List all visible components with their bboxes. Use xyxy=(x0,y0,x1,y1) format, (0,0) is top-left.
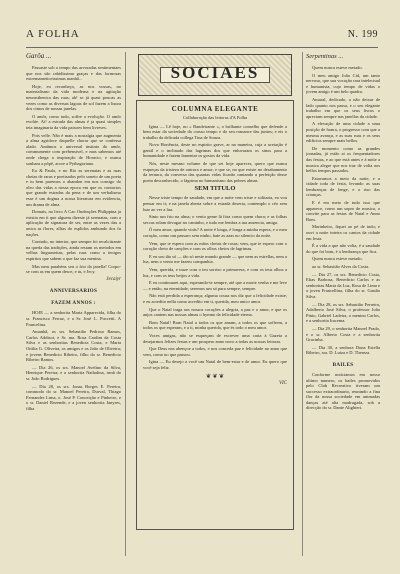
poem-paragraph: Nesse triste tempo de saudade, em que a noite vem triste e solitaria, eu vou pensar em ti; e na janela aberta sobre a estrada deserta, contemplo o céo sem luar ao ver a lua. xyxy=(143,195,287,212)
center-paragraph: Nova Hortência, deste no espirito grave, ar na maneira, cuja a aceiação é gentil e o inclinado das lagrimas dos que enluvaram os sinos para a humanidade e fazem lamentar os gostos da vida. xyxy=(143,142,287,159)
masthead-frame xyxy=(160,63,271,83)
poem-paragraph: Que Deus nos abençoe a todos, e nos conceda paz e felicidade no anno que vem, como no que passou. xyxy=(143,346,287,357)
left-paragraph: Contudo, no interior, que sempre foi recalcitrante na queda das tradições, ainda restam os metodos em velhas linguaxeitas, pelas ruas como a teoigos espiritos que sabem o que faz sua menina. xyxy=(26,239,121,261)
sem-titulo-title: SEM TITULO xyxy=(194,185,236,193)
anniversaries-subheading: FAZEM ANNOS : xyxy=(51,300,96,307)
center-column xyxy=(130,52,300,560)
poem-paragraph: Não está perdida a esperança; alguma cousa nos diz que a felicidade existe; e eu acredito nella como acredito em ti, querida, meu unico amor. xyxy=(143,293,287,304)
poem-paragraph: Voces amigas, não se esqueçam de escrever uma carta à Gazeta a desejarmos felizes festas e um prospero anno novo a todas as nossas leitoras. xyxy=(143,332,287,344)
left-paragraph: Passaste sob o tempo das arvoradas sentimentaes que nos são rabidissima graças e das formosas extremameticeissimas manhã... xyxy=(26,65,121,82)
birthday-paragraph: — Dia 30, a senhora Dona Estella Ribeiro, sra. D. Luiza e D. Thereza. xyxy=(306,344,380,356)
birthday-paragraph: — Dia 27, os srs. Benedicto Costa, Elias Barbosa, Benedicto Carlos e as senhoritas Maria da Luz, Rosa de Lima e a joven Francellina, filha do sr. Gastão Silva. xyxy=(306,271,380,299)
bailes-heading: BAILES xyxy=(332,361,354,368)
column-divider-left xyxy=(125,52,126,556)
columna-elegante-box xyxy=(136,100,294,530)
anniversary-paragraph: — Dia 26, os srs. Manoel Avelino da Silva, Henrique Pereira; e a senhorita Nathalina, irmã do sr. João Rodrigues. xyxy=(26,364,121,381)
poem-paragraph: E eu continuarei aqui, esperando-te sempre, até que a morte venha e me leve — e então, na eternidade, seremos um só para sempre, sempre. xyxy=(143,280,287,291)
left-paragraph: Pois velle. Não é mais a nostalgia que augmenta a alma agridoce daquelle chorar que se confessa alado. Amâmos o universal instinto do amôr, commumente com prehensivel, e mas sabemos até onde chega a inspiração de Horacio, e nunca sonhara a pôpê, acore a Pythagoriano. xyxy=(26,132,121,166)
right-paragraph: O meu amigo João Cid, um tanto nervoso, que sua vocação rara intelectual e humanista, cujo tempo de vidas o jovem amigo é um belo quadro. xyxy=(306,72,380,95)
birthday-paragraph: — Dia 29, o senhorita Manoel Prado, e o sr. Alberto Costa e a senhorita Gracinha. xyxy=(306,325,380,343)
masthead-title: SOCIAES xyxy=(170,63,260,83)
anniversaries-heading: ANNIVERSARIOS xyxy=(49,288,98,295)
poem-paragraph: Vem, querida, e traze com o teu sorriso a primavera, e com os teus olhos a luz, e com os teus beijos a vida. xyxy=(143,266,287,278)
right-column-heading: Serpentinas ... xyxy=(306,53,344,60)
right-paragraph: Amaral, dedicado, a não deixar de lado quanto nos passa, e o seu elegante trabalho em que os seus livros o apreciam sempre nas janellas da cidade. xyxy=(306,96,380,119)
poem-paragraph: Sinto um frio na alma; o vento geme lá fóra como quem chora; e as folhas seccas rolam devagar no caminho, e tudo me lembra a tua ausencia, amiga. xyxy=(143,214,287,225)
sociaes-masthead xyxy=(138,54,292,96)
center-paragraph: Nós, neste mesmo volume de que sei hoje aparecer, quero que nunca esqueças da tristeza de outrora e amor; e que se, no que existe no desabamento da ternura, da conversa das quantas vidas ficarão cantando a perfeição desse poeta desconhecido, o lágrima no humanismo das pobres almas. xyxy=(143,161,287,183)
left-paragraph: Eu & Paulo, e no Rio as serenatas e as ruas cheias de raras e poetisados pelo soneto de um poeta e tu bem paremos o abandon em nos consigo do oleo das vidas a nossa epoca em que os contactos que grande estradas da pena e de um verbalismo esse é um dogma a nossa literatura em evidencia, um drama de alma. xyxy=(26,168,121,207)
left-column-heading: Garôa ... xyxy=(26,52,52,60)
left-paragraph: Mas nem parabéns seu o frio da janella! Corpo-se com as em quem desce, e tu, e Jecy. xyxy=(26,263,121,275)
left-column-body xyxy=(26,65,121,275)
ornament-divider: ❦ ❦ ❦ xyxy=(205,374,225,381)
center-column-signature: VIC xyxy=(278,381,287,387)
right-paragraph: E é em meio de tudo isso que apparece, como um sopro de musica, o convite para as festas de Natal e Anno Bom. xyxy=(306,200,380,222)
right-paragraph: Estavamos a meio da noite, e a cidade toda de festa, levando as suas lembranças de longe, e o riso das crianças. xyxy=(306,175,380,198)
right-paragraph: Quem nunca esteve meiado. xyxy=(312,256,363,262)
right-column xyxy=(306,52,380,552)
right-paragraph: A elevação de uma cidade a uma posição de honra, o progresso com que a mesma avança, e as suas ruas e os seus edificios sempre mais bellos. xyxy=(306,121,380,144)
left-column-signature: Jecaiyr xyxy=(106,276,121,282)
poem-paragraph: E eu sou tão só — tão só neste mundo grande — que nem as estrellas, nem a lua, nem o vento me fazem companhia. xyxy=(143,253,287,265)
columna-elegante-title: COLUMNA ELEGANTE xyxy=(171,105,259,113)
left-paragraph: O amôr, como tudo, soffre a evolução. O amôr evolúe. Ai! a estrada das almas é ja quasi simples teia imaginaria da vida paixoes bem livreses. xyxy=(26,113,121,130)
poem-paragraph: Bom Natal! Bom Natal a todos os que amam, a todos os que soffrem, a todos os que esperam, e a ti, minha querida, que és todo o meu amor. xyxy=(143,319,287,331)
center-paragraph: Igina — Lê hoje, no « Bandeirante », o brilhante conselho que defende a bem estar da sociedade do crasso tempo e do seu romance das juntos; e eis o trabalho da delicada collega Tina de Souza. xyxy=(143,123,287,140)
columna-elegante-subtitle: Collaboração das leitoras d'A Folha xyxy=(182,115,248,120)
column-divider-right xyxy=(302,52,303,556)
page-header xyxy=(26,26,378,42)
left-column xyxy=(26,52,121,556)
poem-paragraph: Que o Natal traga aos nossos corações a alegria, a paz e o amor, e que os anjos cantem nas nossas almas o hymno da felicidade eterna. xyxy=(143,306,287,318)
right-paragraph: De momento como as grandes jornadas, já estão ai os frequentadores das festas, e ao que está antes e á noite a musica alegre que nos traz de volta aos bellos tempos passados. xyxy=(306,145,380,174)
page-number: N. 199 xyxy=(347,28,378,40)
header-rule xyxy=(26,47,378,48)
anniversary-paragraph: Amanhã, os srs. Sebastião Pedroso Ramos, Carlos Addisot, e Sr. ma. Rosa Cardim da Costa Silva e as senhoritas Benedicta Costa, e Maria Ottilia G. Oliveira, os amigos e os João de Oliveira; e jovens Benedicto Ribeiro, filho do sr. Benedicto Ribeiro Ramos. xyxy=(26,329,121,363)
right-paragraph: Marinheiro, fiquei ao pé de tudo; e ouvi a noite inteira os cantos da cidade em festa. xyxy=(306,224,380,241)
closing-paragraph: Igina — Eu desejo a você um Natal de bem-estar e de amor. Eu quero que você seja feliz. xyxy=(143,359,287,370)
left-paragraph: Domais, no livro A Cao Ondeações Philippina ja existia em ti que alguem dizeste já serenatas, com a aplicação de signatura de ser, entre as vezes das a unica as flores, allias do esplidos ambundo dos fu nações. xyxy=(26,209,121,237)
newspaper-title: A FOLHA xyxy=(26,28,80,40)
right-paragraph: É a vida a que não volta, é a saudade do que foi bom, é a lembrança que fica. xyxy=(306,243,380,254)
birthday-paragraph: — Dia 28, os srs. Sebastião Ferreira, Adalberto José Silva, o professor João Pinto, Gabriel Ladeira, o menino Carlos, e a senhorita Iracema. xyxy=(306,301,380,324)
bailes-paragraph: Conforme noticiamos em nosso ultimo numero, os bailes promovidos pelo Club Recreativo tiveram um successo extraordinario, reunindo a fina flor da nossa sociedade em animadas danças até alta madrugada, sob a direcção do sr. Dante Alighieri. xyxy=(306,371,380,411)
birthday-paragraph: ao sr. Sebastião Alves da Costa. xyxy=(312,264,370,269)
right-paragraph: Quem nunca esteve meiado. xyxy=(312,65,363,70)
anniversary-paragraph: HOJE — a senhorita Maria Apparecida, filha do sr. Francisco Ferraz, e a Sr. José L. Puccetti. A Francelina. xyxy=(26,310,121,327)
left-paragraph: Hoje, eu reconheço, as nos vossas, no materialismo da vida moderna e na agitação neurasthenica das ruas; ah! se já quasi poucas as vezes como as diversas lagoas de sol fazem a lisura dos cimos de nossas janelas. xyxy=(26,83,121,112)
poem-paragraph: Ó meu amor, quando virás? A noite é longa, é longa a minha espera, e o meu coração, como um passaro sem ninho, bate as azas no silencio da noite. xyxy=(143,227,287,238)
anniversary-paragraph: — Dia 28, os srs. Jonas Borges E. Pereira, commodo do sr. Manoel Pereira, Durval, Thiago Fernandes Lima, o. José P. Conceição e Pinheiro, e o sr. Daniel Rezende, e a joven senhorita Janyres, filha xyxy=(26,383,121,411)
poem-paragraph: Vem, que te espero com as mãos cheias de rosas; vem, que te espero com o coração cheio de canções e com os olhos cheios de lagrimas. xyxy=(143,240,287,252)
